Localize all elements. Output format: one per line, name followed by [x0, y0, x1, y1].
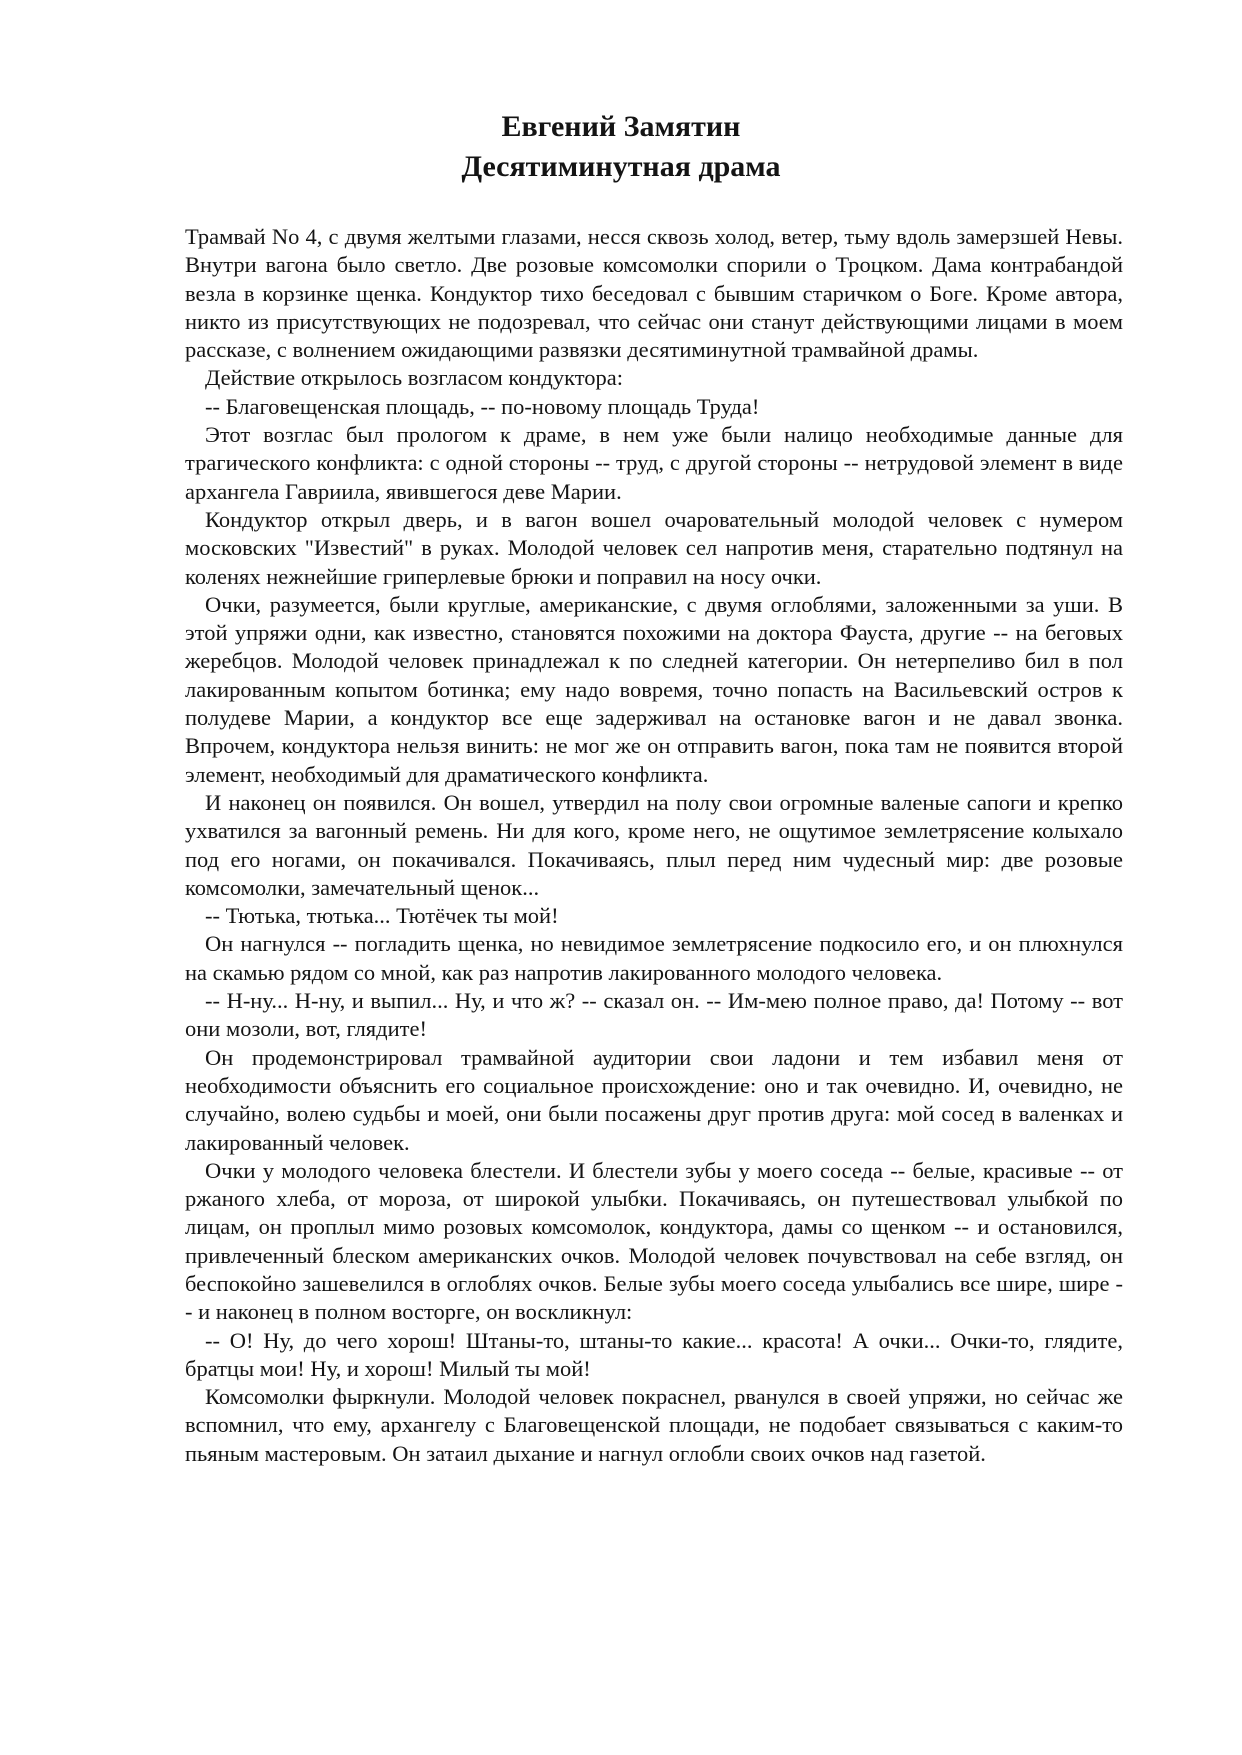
paragraph: -- Благовещенская площадь, -- по-новому площадь Труда!	[205, 393, 760, 419]
paragraph: Комсомолки фыркнули. Молодой человек покраснел, рванулся в своей упряжи, но сейчас же вспомнил, что ему, архангелу с Благовещенской площади, не подобает связываться с каким-то пьяным мастеровым. Он затаил дыхание и нагнул оглобли своих очков над газетой.	[185, 1384, 1123, 1466]
paragraph: Действие открылось возгласом кондуктора:	[205, 365, 624, 391]
paragraph: Кондуктор открыл дверь, и в вагон вошел очаровательный молодой человек с нумером московских "Известий" в руках. Молодой человек сел напротив меня, старательно подтянул на коленях нежнейшие гриперлевые брюки и поправил на носу очки.	[185, 506, 1123, 589]
paragraph: Он продемонстрировал трамвайной аудитории свои ладони и тем избавил меня от необходимости объяснить его социальное происхождение: оно и так очевидно. И, очевидно, не случайно, волею судьбы и моей, они были посажены друг против друга: мой сосед в валенках и лакированный человек.	[185, 1044, 1123, 1155]
paragraph: Очки у молодого человека блестели. И блестели зубы у моего соседа -- белые, красивые -- от ржаного хлеба, от мороза, от широкой улыбки. Покачиваясь, он путешествовал улыбкой по лицам, он проплыл мимо розовых комсомолок, кондуктора, дамы со щенком -- и остановился, привлеченный блеском американских очков. Молодой человек почувствовал на себе взгляд, он беспокойно зашевелился в оглоблях очков. Белые зубы моего соседа улыбались все шире, шире -- и наконец в полном восторге, он воскликнул:	[185, 1157, 1123, 1325]
paragraph: -- Н-ну... Н-ну, и выпил... Ну, и что ж? -- сказал он. -- Им-мею полное право, да! Потому -- вот они мозоли, вот, глядите!	[185, 988, 1123, 1042]
paragraph: Очки, разумеется, были круглые, американские, с двумя оглоблями, заложенными за уши. В этой упряжи одни, как известно, становятся похожими на доктора Фауста, другие -- на беговых жеребцов. Молодой человек принадлежал к по следней категории. Он нетерпеливо бил в пол лакированным копытом ботинка; ему надо вовремя, точно попасть на Васильевский остров к полудеве Марии, а кондуктор все еще задерживал на остановке вагон и не давал звонка. Впрочем, кондуктора нельзя винить: не мог же он отправить вагон, пока там не появится второй элемент, необходимый для драматического конфликта.	[185, 591, 1123, 787]
paragraph: Трамвай No 4, с двумя желтыми глазами, несся сквозь холод, ветер, тьму вдоль замерзшей Невы. Внутри вагона было светло. Две розовые комсомолки спорили о Троцком. Дама контрабандой везла в корзинке щенка. Кондуктор тихо беседовал с бывшим старичком о Боге. Кроме автора, никто из присутствующих не подозревал, что сейчас они станут действующими лицами в моем рассказе, с волнением ожидающими развязки десятиминутной трамвайной драмы.	[185, 224, 1123, 363]
paragraph: -- Тютька, тютька... Тютёчек ты мой!	[205, 903, 559, 929]
paragraph: И наконец он появился. Он вошел, утвердил на полу свои огромные валеные сапоги и крепко ухватился за вагонный ремень. Ни для кого, кроме него, не ощутимое землетрясение колыхало под его ногами, он покачивался. Покачиваясь, плыл перед ним чудесный мир: две розовые комсомолки, замечательный щенок...	[185, 789, 1123, 900]
paragraph: Этот возглас был прологом к драме, в нем уже были налицо необходимые данные для трагического конфликта: с одной стороны -- труд, с другой стороны -- нетрудовой элемент в виде архангела Гавриила, явившегося деве Марии.	[185, 422, 1123, 504]
story-text	[185, 223, 1123, 1468]
title-block	[0, 107, 1242, 187]
story-title: Десятиминутная драма	[461, 150, 781, 183]
paragraph: -- О! Ну, до чего хорош! Штаны-то, штаны-то какие... красота! А очки... Очки-то, глядите, братцы мои! Ну, и хорош! Милый ты мой!	[185, 1327, 1123, 1381]
author-name: Евгений Замятин	[501, 110, 741, 143]
paragraph: Он нагнулся -- погладить щенка, но невидимое землетрясение подкосило его, и он плюхнулся на скамью рядом со мной, как раз напротив лакированного молодого человека.	[185, 931, 1123, 985]
